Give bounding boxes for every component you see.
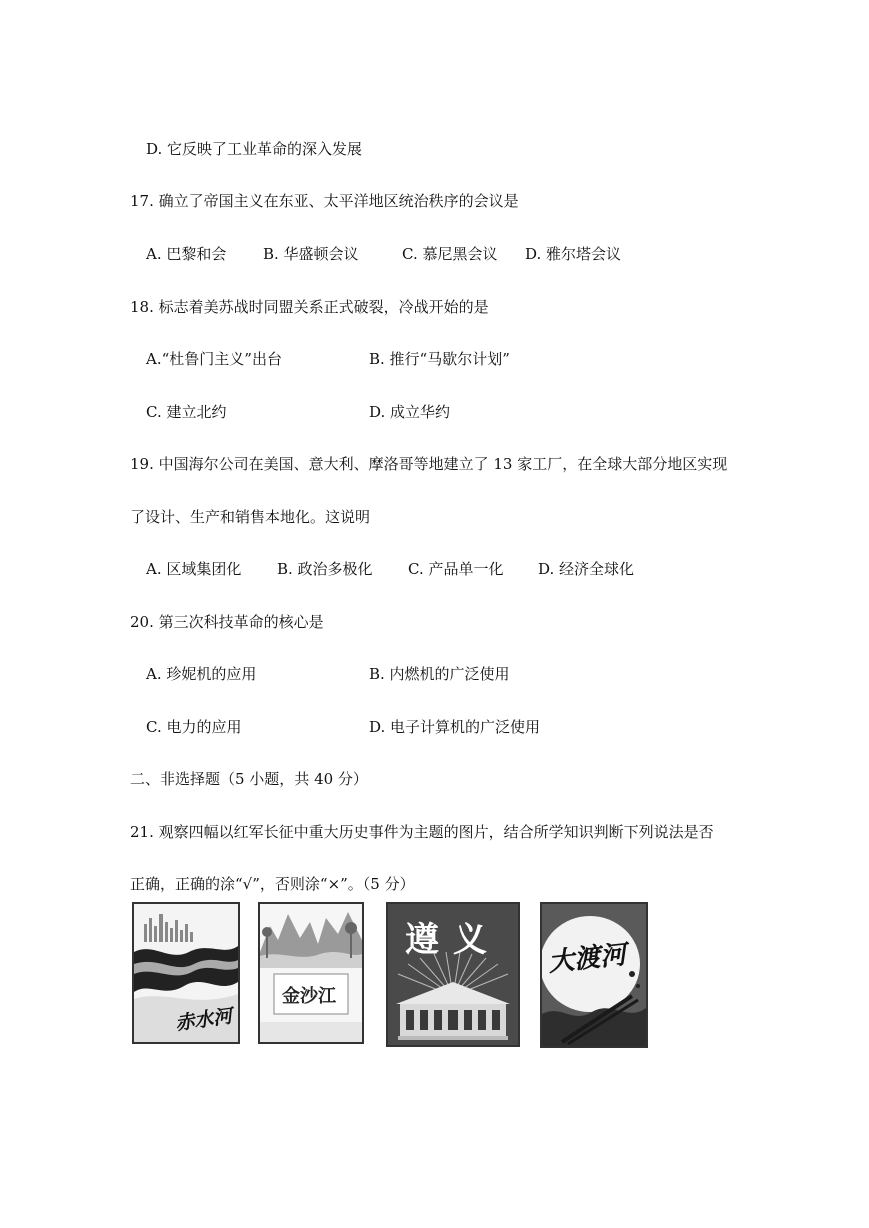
q20-option-c: C. 电力的应用: [146, 718, 242, 736]
q17-stem: 17. 确立了帝国主义在东亚、太平洋地区统治秩序的会议是: [130, 192, 519, 210]
section-2-heading: 二、非选择题（5 小题，共 40 分）: [130, 770, 368, 788]
zunyi-title: 遵义: [405, 920, 501, 960]
q17-option-a: A. 巴黎和会: [146, 245, 227, 263]
q20-option-d: D. 电子计算机的广泛使用: [369, 718, 541, 736]
q18-option-c: C. 建立北约: [146, 403, 227, 421]
jinsha-river-picture: [258, 902, 364, 1044]
q20-option-b: B. 内燃机的广泛使用: [369, 665, 510, 683]
zunyi-picture: [386, 902, 520, 1047]
q18-option-b: B. 推行“马歇尔计划”: [369, 350, 510, 368]
dadu-river-picture: [540, 902, 648, 1048]
q19-option-d: D. 经济全球化: [538, 560, 635, 578]
dadu-river-title: 大渡河: [546, 939, 628, 978]
q17-option-b: B. 华盛顿会议: [263, 245, 359, 263]
q16-option-d: D. 它反映了工业革命的深入发展: [146, 140, 363, 158]
q18-option-a: A.“杜鲁门主义”出台: [146, 350, 282, 368]
q21-stem-line1: 21. 观察四幅以红军长征中重大历史事件为主题的图片，结合所学知识判断下列说法是否: [130, 823, 714, 841]
q19-option-c: C. 产品单一化: [408, 560, 504, 578]
jinsha-river-title: 金沙江: [282, 986, 336, 1007]
chishui-river-title: 赤水河: [173, 1005, 234, 1035]
q19-option-b: B. 政治多极化: [277, 560, 373, 578]
q20-option-a: A. 珍妮机的应用: [146, 665, 257, 683]
q21-stem-line2: 正确，正确的涂“√”，否则涂“×”。（5 分）: [130, 875, 415, 893]
q20-stem: 20. 第三次科技革命的核心是: [130, 613, 324, 631]
chishui-river-picture: [132, 902, 240, 1044]
q19-stem-line1: 19. 中国海尔公司在美国、意大利、摩洛哥等地建立了 13 家工厂，在全球大部分地区实现: [130, 455, 728, 473]
q19-option-a: A. 区域集团化: [146, 560, 242, 578]
q21-pictures: [132, 902, 652, 1048]
q18-option-d: D. 成立华约: [369, 403, 451, 421]
q18-stem: 18. 标志着美苏战时同盟关系正式破裂，冷战开始的是: [130, 298, 489, 316]
q17-option-d: D. 雅尔塔会议: [525, 245, 622, 263]
q19-stem-line2: 了设计、生产和销售本地化。这说明: [130, 508, 371, 526]
q17-option-c: C. 慕尼黑会议: [402, 245, 498, 263]
